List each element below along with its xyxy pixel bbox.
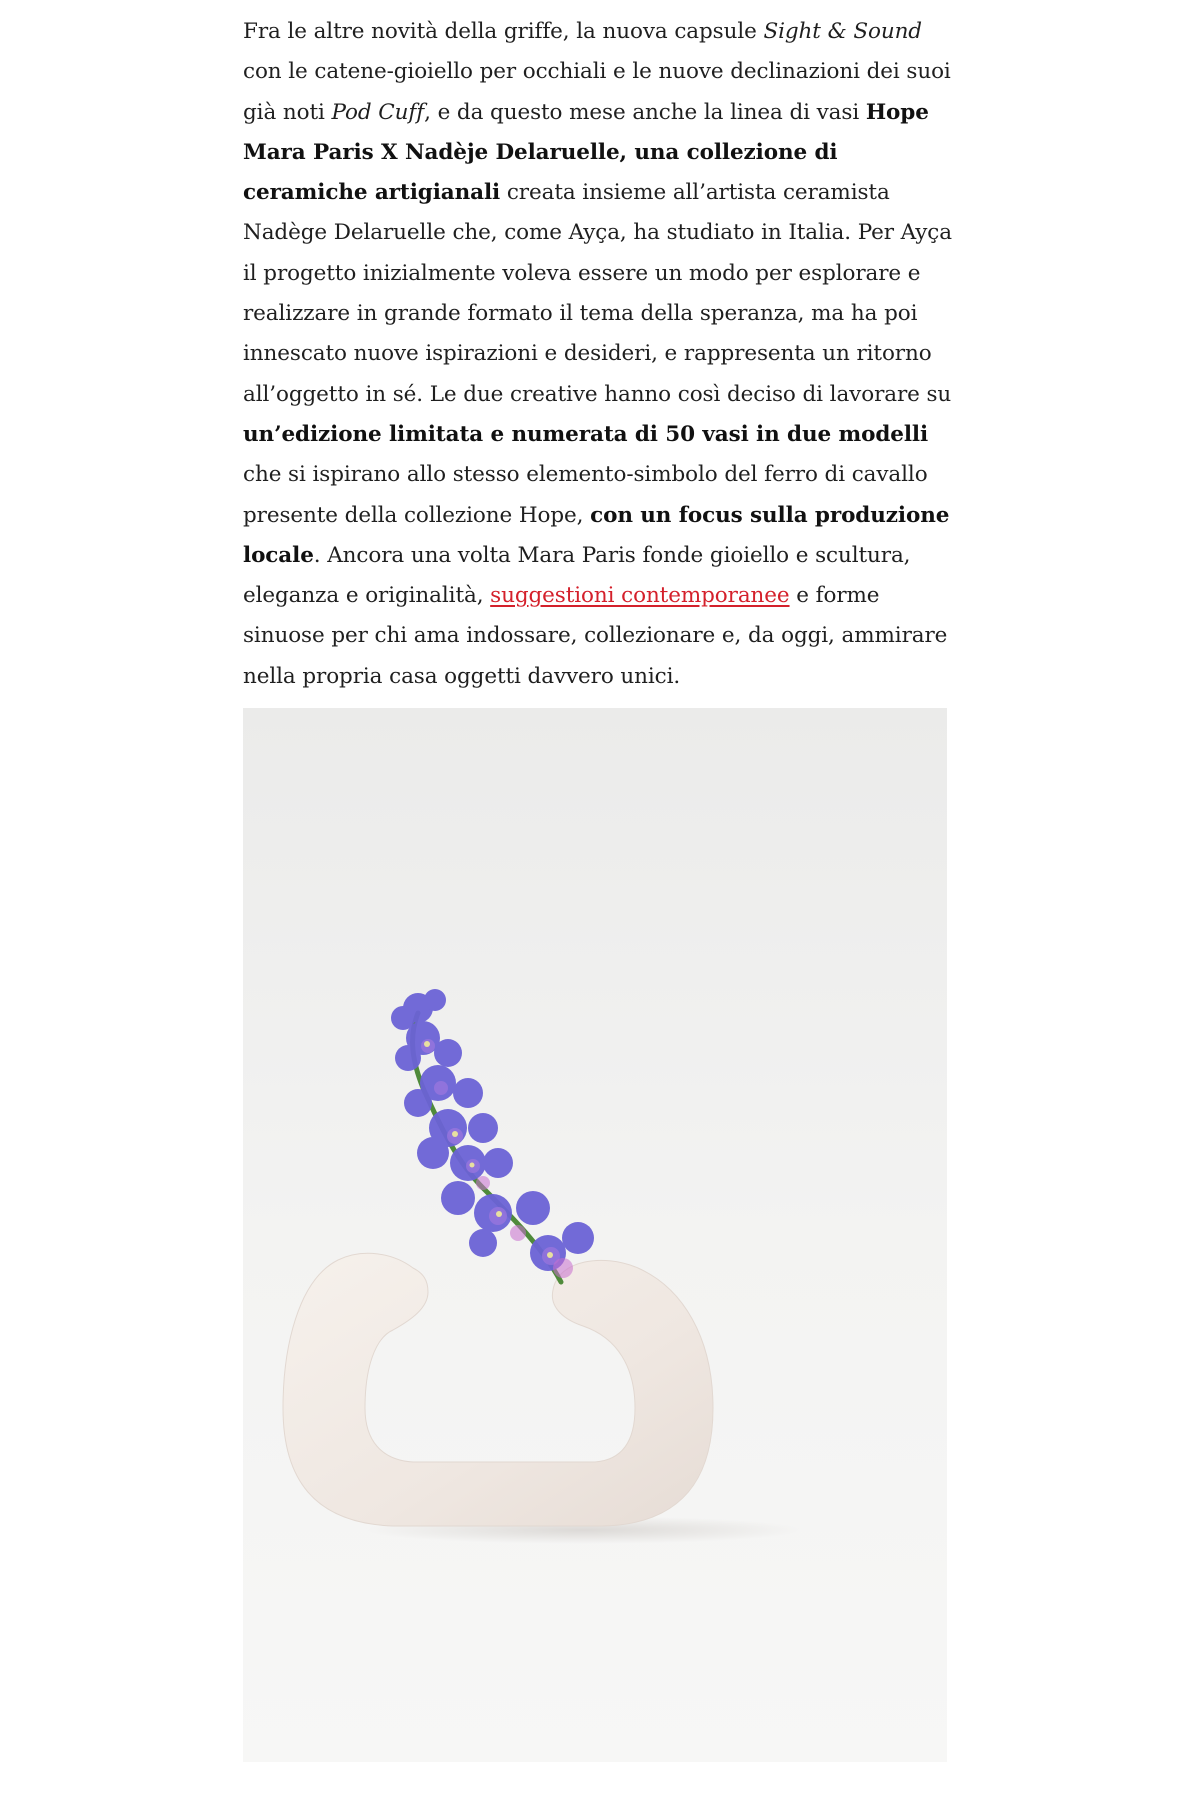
collection-highlight: Hope Mara Paris X Nadèje Delaruelle, una collezione di ceramiche artigianali xyxy=(243,99,929,206)
product-name: Pod Cuff xyxy=(331,99,425,125)
article-paragraph xyxy=(243,12,953,697)
text-segment: , e da questo mese anche la linea di vasi xyxy=(424,99,866,125)
production-highlight: con un focus sulla produzione locale xyxy=(243,502,950,568)
suggestioni-contemporanee-link[interactable]: suggestioni contemporanee xyxy=(490,583,790,609)
article-body xyxy=(243,12,953,697)
text-segment: con le catene-gioiello per occhiali e le nuove declinazioni dei suoi già noti xyxy=(243,59,951,125)
text-segment: e forme sinuose per chi ama indossare, collezionare e, da oggi, ammirare nella propria casa oggetti davvero unici. xyxy=(243,583,948,689)
text-segment: . Ancora una volta Mara Paris fonde gioiello e scultura, eleganza e originalità, xyxy=(243,542,911,609)
vase-photo xyxy=(243,708,947,1762)
vase-illustration xyxy=(243,708,947,1762)
capsule-name: Sight & Sound xyxy=(763,19,922,44)
text-segment: Fra le altre novità della griffe, la nuova capsule xyxy=(243,19,764,44)
photo-backdrop xyxy=(243,708,947,1762)
edition-highlight: un’edizione limitata e numerata di 50 vasi in due modelli xyxy=(243,421,929,447)
text-segment: che si ispirano allo stesso elemento-simbolo del ferro di cavallo presente della collezione Hope, xyxy=(243,462,928,528)
text-segment: creata insieme all’artista ceramista Nadège Delaruelle che, come Ayça, ha studiato in Italia. Per Ayça il progetto inizialmente voleva essere un modo per esplorare e realizzare in grande formato il tema della speranza, ma ha poi innescato nuove ispirazioni e desideri, e rappresenta un ritorno all’oggetto in sé. Le due creative hanno così deciso di lavorare su xyxy=(243,180,952,407)
